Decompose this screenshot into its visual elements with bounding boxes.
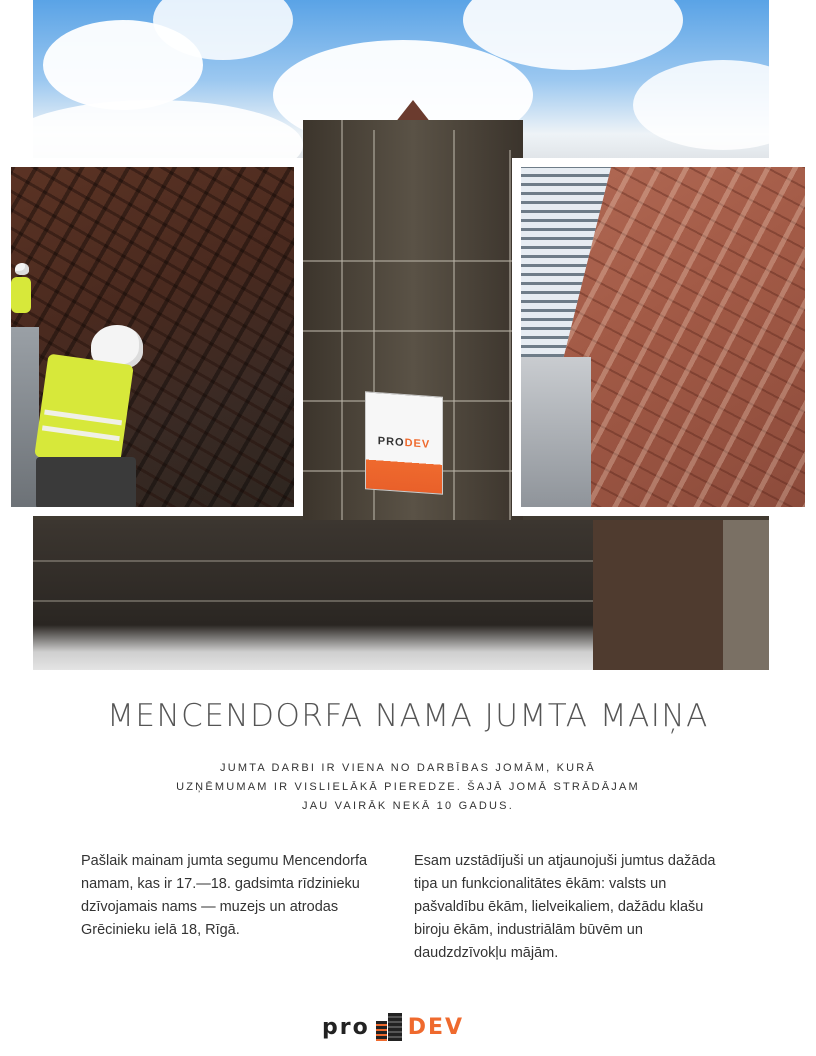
new-roof-tiles-photo-frame	[512, 158, 814, 516]
subtitle-line: UZŅĒMUMAM IR VISLIELĀKĀ PIEREDZE. ŠAJĀ JOMĀ STRĀDĀJAM	[176, 781, 640, 793]
shopfront	[723, 520, 769, 670]
banner-text-dev: DEV	[404, 437, 431, 451]
roof-gutter	[521, 357, 591, 507]
banner-text-pro: PRO	[377, 435, 405, 450]
logo-text-dev: DEV	[407, 1014, 465, 1040]
shopfront	[593, 520, 723, 670]
prodev-logo	[322, 1012, 494, 1042]
worker-old-roof-photo-frame	[2, 158, 303, 516]
left-paragraph: Pašlaik mainam jumta segumu Mencendorfa namam, kas ir 17.—18. gadsimta rīdzinieku dzīvojamais nams — muzejs un atrodas Grēcinieku ielā 18, Rīgā.	[81, 853, 368, 938]
subtitle-line: JUMTA DARBI IR VIENA NO DARBĪBAS JOMĀM, KURĀ	[220, 762, 596, 774]
worker-vest	[34, 354, 134, 469]
building-icon	[376, 1013, 402, 1041]
new-roof-tiles-photo	[521, 167, 805, 507]
prodev-banner	[365, 391, 443, 494]
right-paragraph: Esam uzstādījuši un atjaunojuši jumtus dažāda tipa un funkcionalitātes ēkām: valsts un pašvaldību ēkām, lielveikaliem, dažādu klašu biroju ēkām, industriālām būvēm un daudzdzīvokļu mājām.	[414, 853, 716, 961]
second-worker-helmet	[15, 263, 29, 275]
second-worker-vest	[11, 277, 31, 313]
page-title: MENCENDORFA NAMA JUMTA MAIŅA	[107, 698, 709, 734]
worker-pants	[36, 457, 136, 507]
subtitle	[168, 759, 648, 816]
worker-old-roof-photo	[11, 167, 294, 507]
subtitle-line: JAU VAIRĀK NEKĀ 10 GADUS.	[302, 800, 514, 812]
logo-text-pro: pro	[322, 1014, 370, 1040]
